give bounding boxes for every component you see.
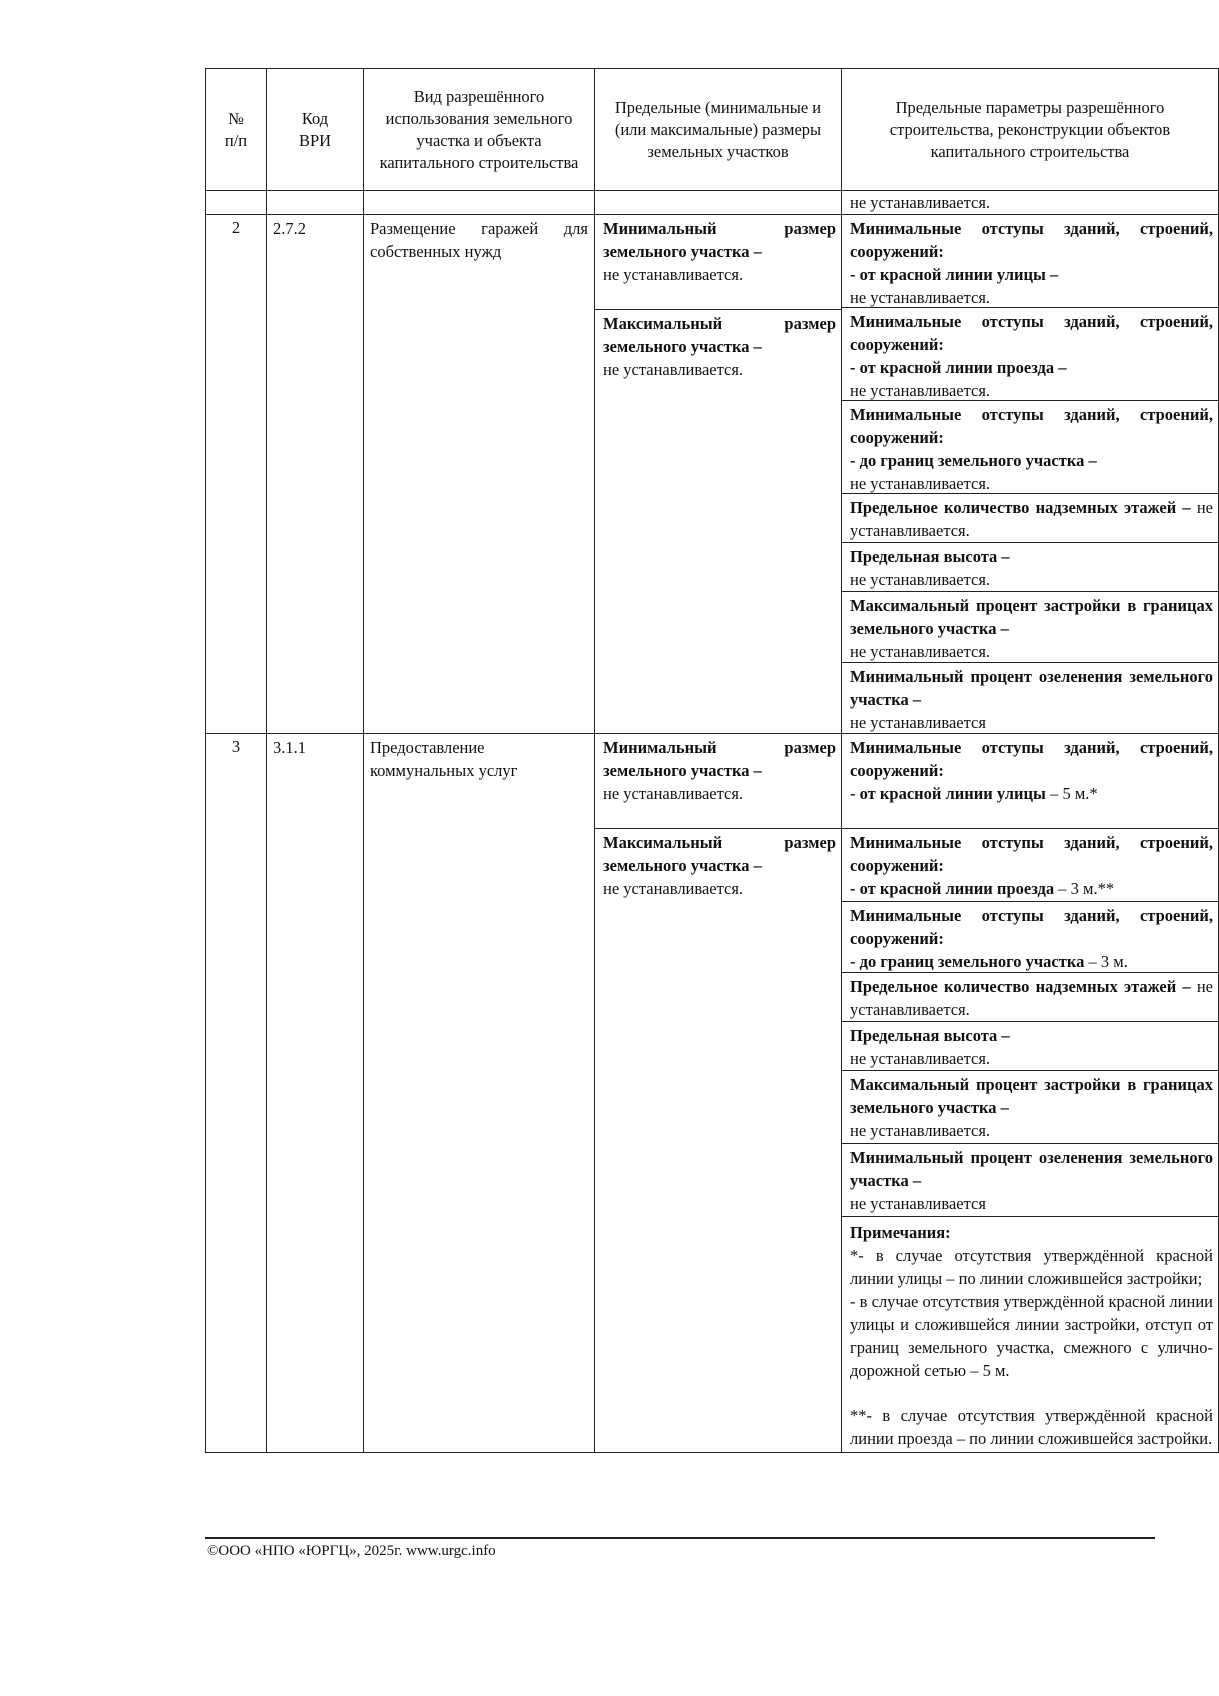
table-row xyxy=(206,215,1219,734)
size-min-value: не устанавливается. xyxy=(603,265,744,284)
table-header-row xyxy=(206,69,1219,191)
row-code: 3.1.1 xyxy=(267,734,364,1453)
notes-title: Примечания: xyxy=(850,1223,951,1242)
param-item: Минимальные отступы зданий, строений, сооружений: - до границ земельного участка – 3 м. xyxy=(842,902,1218,973)
row-sizes xyxy=(595,734,842,1453)
param-item: Минимальные отступы зданий, строений, сооружений: - от красной линии улицы – не устанавливается. xyxy=(842,215,1218,308)
row-name: Предоставление коммунальных услуг xyxy=(364,734,595,1453)
param-item: Минимальный процент озеленения земельного участка – не устанавливается xyxy=(842,1144,1218,1217)
page-footer: ©ООО «НПО «ЮРГЦ», 2025г. www.urgc.info xyxy=(207,1543,496,1559)
row-params xyxy=(842,215,1219,734)
param-item: Минимальные отступы зданий, строений, сооружений: - от красной линии проезда – 3 м.** xyxy=(842,829,1218,902)
size-max-label: Максимальный размер земельного участка – xyxy=(603,314,836,356)
row-num: 2 xyxy=(206,215,267,734)
row-params xyxy=(842,734,1219,1453)
header-params: Предельные параметры разрешённого строительства, реконструкции объектов капитального строительства xyxy=(842,69,1219,191)
regulations-table xyxy=(205,68,1219,1453)
param-item: Минимальные отступы зданий, строений, сооружений: - от красной линии проезда – не устанавливается. xyxy=(842,308,1218,401)
note-item: *- в случае отсутствия утверждённой красной линии улицы – по линии сложившейся застройки; xyxy=(850,1246,1213,1288)
size-max xyxy=(595,828,841,900)
table-row xyxy=(206,734,1219,1453)
param-item: Минимальные отступы зданий, строений, сооружений: - до границ земельного участка – не устанавливается. xyxy=(842,401,1218,494)
size-min xyxy=(595,215,841,309)
row-sizes xyxy=(595,215,842,734)
size-min xyxy=(595,734,841,828)
continuation-text: не устанавливается. xyxy=(842,191,1219,215)
row-code: 2.7.2 xyxy=(267,215,364,734)
param-item: Предельное количество надземных этажей – не устанавливается. xyxy=(842,973,1218,1022)
size-max xyxy=(595,309,841,381)
size-min-label: Минимальный размер земельного участка – xyxy=(603,219,836,261)
footer-divider xyxy=(205,1537,1155,1539)
size-min-value: не устанавливается. xyxy=(603,784,744,803)
row-num: 3 xyxy=(206,734,267,1453)
note-item: - в случае отсутствия утверждённой красной линии улицы и сложившейся линии застройки, отступ от границ земельного участка, смежного с улично-дорожной сетью – 5 м. xyxy=(850,1292,1213,1380)
document-page xyxy=(205,68,1213,1453)
param-item: Минимальный процент озеленения земельного участка – не устанавливается xyxy=(850,667,1213,732)
size-max-value: не устанавливается. xyxy=(603,879,744,898)
param-item: Максимальный процент застройки в границах земельного участка – не устанавливается. xyxy=(842,592,1218,663)
row-name: Размещение гаражей для собственных нужд xyxy=(364,215,595,734)
param-item: Предельная высота – не устанавливается. xyxy=(842,543,1218,592)
param-item: Предельное количество надземных этажей – не устанавливается. xyxy=(842,494,1218,543)
header-vid: Вид разрешённого использования земельного участка и объекта капитального строительства xyxy=(364,69,595,191)
size-max-value: не устанавливается. xyxy=(603,360,744,379)
header-code: Код ВРИ xyxy=(267,69,364,191)
notes-block xyxy=(842,1217,1218,1452)
continuation-row xyxy=(206,191,1219,215)
param-item: Предельная высота – не устанавливается. xyxy=(842,1022,1218,1071)
header-sizes: Предельные (минимальные и (или максимальные) размеры земельных участков xyxy=(595,69,842,191)
param-item: Минимальные отступы зданий, строений, сооружений: - от красной линии улицы – 5 м.* xyxy=(842,734,1218,829)
size-max-label: Максимальный размер земельного участка – xyxy=(603,833,836,875)
size-min-label: Минимальный размер земельного участка – xyxy=(603,738,836,780)
param-item: Максимальный процент застройки в границах земельного участка – не устанавливается. xyxy=(842,1071,1218,1144)
header-num: № п/п xyxy=(206,69,267,191)
note-item: **- в случае отсутствия утверждённой красной линии проезда – по линии сложившейся застройки. xyxy=(850,1406,1213,1448)
